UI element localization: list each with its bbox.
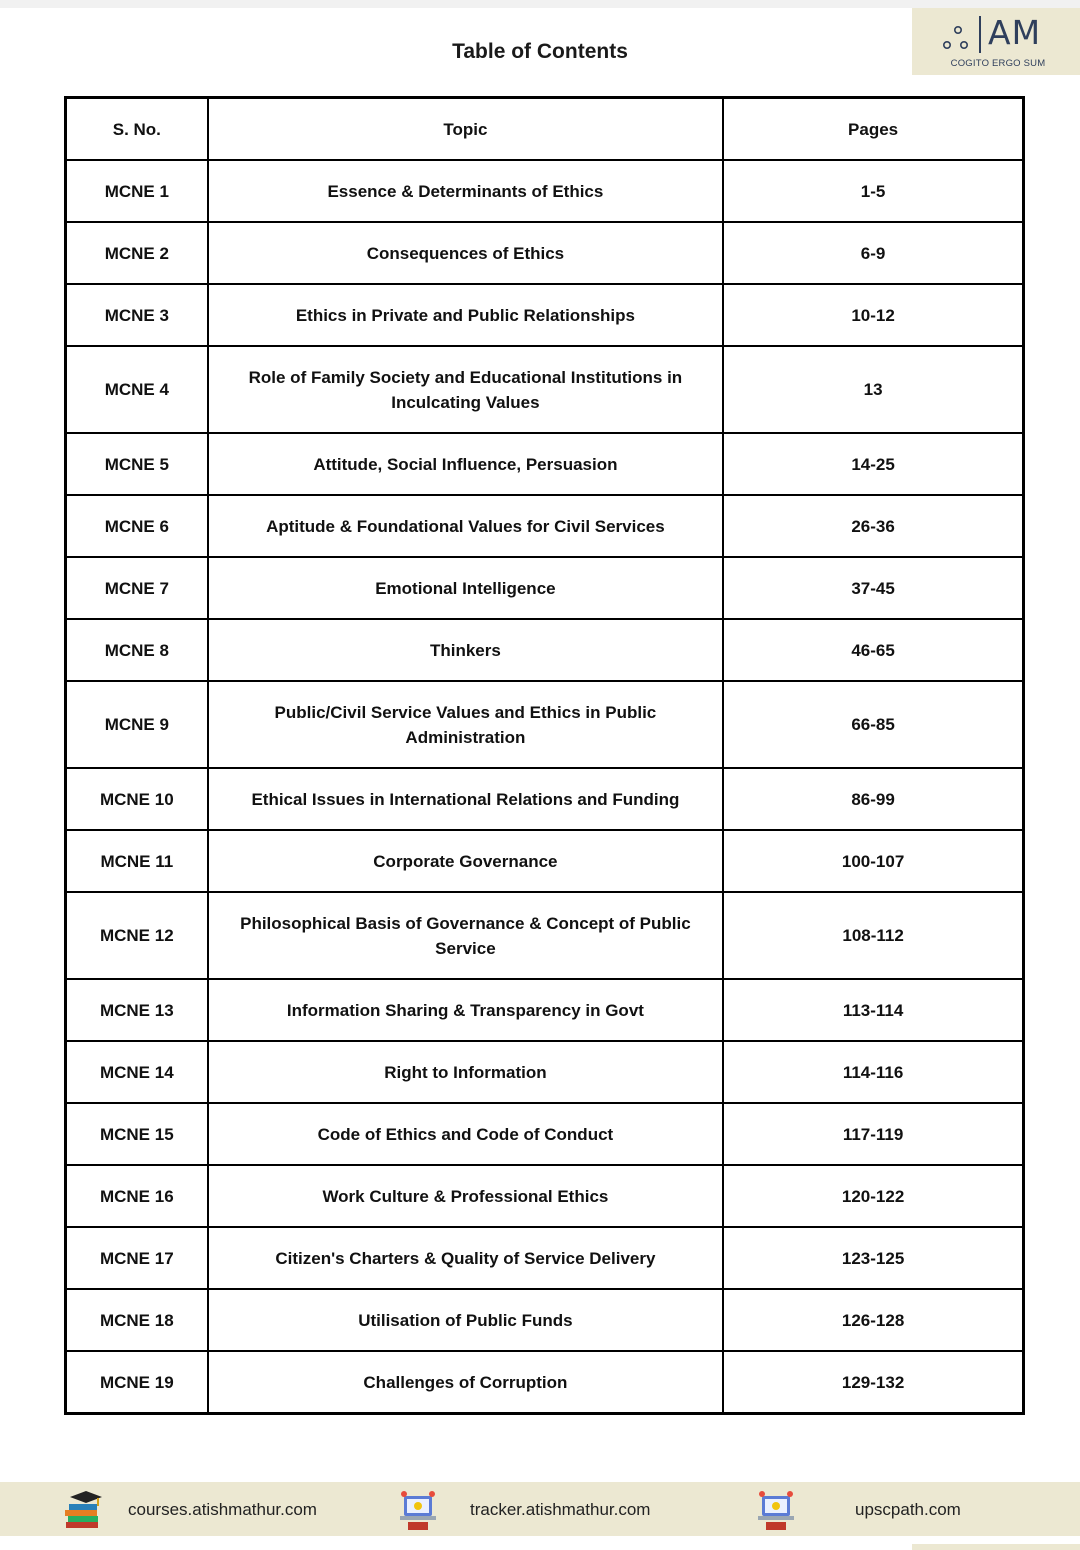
table-row [66,619,1024,681]
logo-divider [979,16,981,53]
books-icon [60,1486,108,1534]
row-sno: MCNE 7 [66,557,208,619]
row-topic: Citizen's Charters & Quality of Service Delivery [208,1227,724,1289]
row-sno: MCNE 2 [66,222,208,284]
header-sno: S. No. [66,98,208,161]
row-sno: MCNE 14 [66,1041,208,1103]
row-sno: MCNE 5 [66,433,208,495]
table-row [66,1165,1024,1227]
row-sno: MCNE 18 [66,1289,208,1351]
table-row [66,284,1024,346]
row-pages: 113-114 [723,979,1023,1041]
table-row [66,1041,1024,1103]
row-topic: Work Culture & Professional Ethics [208,1165,724,1227]
header-topic: Topic [208,98,724,161]
row-pages: 114-116 [723,1041,1023,1103]
row-topic: Philosophical Basis of Governance & Concept of Public Service [208,892,724,979]
table-row [66,557,1024,619]
table-row [66,222,1024,284]
row-topic: Public/Civil Service Values and Ethics in Public Administration [208,681,724,768]
laptop-tracker-icon [394,1486,442,1534]
dots-logo-icon [940,18,970,54]
courses-link[interactable]: courses.atishmathur.com [128,1500,317,1519]
row-pages: 123-125 [723,1227,1023,1289]
laptop-path-icon [752,1486,800,1534]
row-sno: MCNE 13 [66,979,208,1041]
row-sno: MCNE 8 [66,619,208,681]
upscpath-link[interactable]: upscpath.com [855,1500,961,1519]
row-sno: MCNE 10 [66,768,208,830]
row-pages: 86-99 [723,768,1023,830]
row-sno: MCNE 11 [66,830,208,892]
row-sno: MCNE 3 [66,284,208,346]
row-pages: 108-112 [723,892,1023,979]
top-strip [0,0,1080,8]
table-row [66,681,1024,768]
row-pages: 117-119 [723,1103,1023,1165]
logo-tagline: COGITO ERGO SUM [950,58,1046,69]
footer-bar [0,1482,1080,1536]
contents-table [64,96,1025,1415]
row-pages: 6-9 [723,222,1023,284]
table-row [66,495,1024,557]
row-pages: 46-65 [723,619,1023,681]
tracker-link[interactable]: tracker.atishmathur.com [470,1500,651,1519]
table-row [66,1227,1024,1289]
row-topic: Information Sharing & Transparency in Govt [208,979,724,1041]
row-topic: Essence & Determinants of Ethics [208,160,724,222]
page-title: Table of Contents [452,40,628,63]
row-topic: Right to Information [208,1041,724,1103]
row-sno: MCNE 17 [66,1227,208,1289]
row-sno: MCNE 19 [66,1351,208,1414]
row-topic: Ethical Issues in International Relations and Funding [208,768,724,830]
row-pages: 10-12 [723,284,1023,346]
row-pages: 13 [723,346,1023,433]
header-pages: Pages [723,98,1023,161]
row-topic: Challenges of Corruption [208,1351,724,1414]
row-topic: Utilisation of Public Funds [208,1289,724,1351]
table-row [66,1289,1024,1351]
row-pages: 126-128 [723,1289,1023,1351]
row-topic: Aptitude & Foundational Values for Civil Services [208,495,724,557]
table-row [66,979,1024,1041]
logo-mark: AM [988,13,1042,52]
row-sno: MCNE 16 [66,1165,208,1227]
table-row [66,160,1024,222]
row-sno: MCNE 9 [66,681,208,768]
row-pages: 37-45 [723,557,1023,619]
row-topic: Ethics in Private and Public Relationships [208,284,724,346]
row-topic: Consequences of Ethics [208,222,724,284]
table-row [66,346,1024,433]
row-pages: 129-132 [723,1351,1023,1414]
table-header-row [66,98,1024,161]
table-row [66,830,1024,892]
row-pages: 14-25 [723,433,1023,495]
row-topic: Thinkers [208,619,724,681]
brand-logo [912,8,1080,75]
table-row [66,768,1024,830]
row-sno: MCNE 4 [66,346,208,433]
row-topic: Role of Family Society and Educational Institutions in Inculcating Values [208,346,724,433]
row-sno: MCNE 12 [66,892,208,979]
row-sno: MCNE 6 [66,495,208,557]
table-row [66,892,1024,979]
row-topic: Code of Ethics and Code of Conduct [208,1103,724,1165]
table-row [66,1351,1024,1414]
table-row [66,433,1024,495]
bottom-tab [912,1544,1080,1550]
row-pages: 66-85 [723,681,1023,768]
row-topic: Attitude, Social Influence, Persuasion [208,433,724,495]
row-pages: 100-107 [723,830,1023,892]
row-topic: Corporate Governance [208,830,724,892]
row-sno: MCNE 1 [66,160,208,222]
row-pages: 120-122 [723,1165,1023,1227]
row-topic: Emotional Intelligence [208,557,724,619]
table-row [66,1103,1024,1165]
row-pages: 26-36 [723,495,1023,557]
row-sno: MCNE 15 [66,1103,208,1165]
row-pages: 1-5 [723,160,1023,222]
